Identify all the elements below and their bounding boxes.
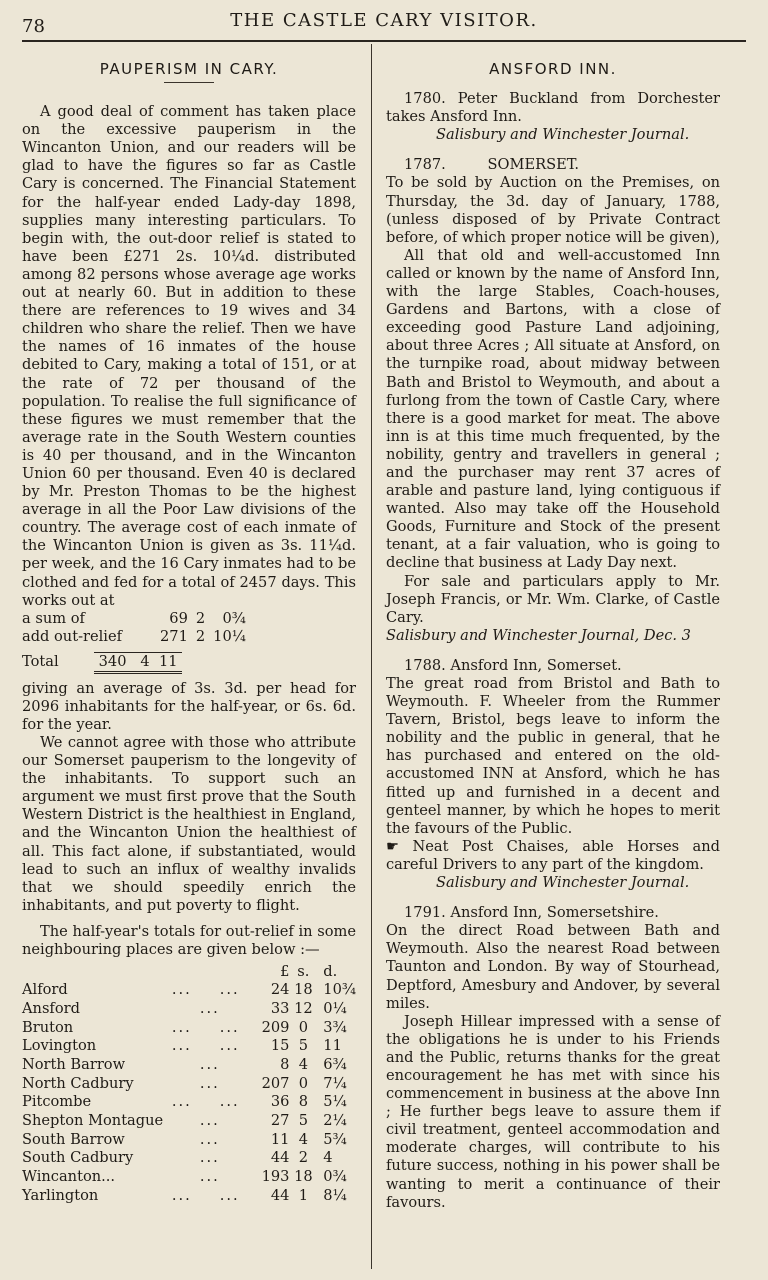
table-row: [22, 1093, 356, 1112]
place-name: Lovington: [22, 1037, 97, 1055]
pounds-cell: 193: [261, 1168, 290, 1186]
leader-dots: ...: [199, 1168, 220, 1186]
entry-1791-heading: 1791. Ansford Inn, Somersetshire.: [404, 904, 659, 922]
column-divider: [371, 44, 372, 1269]
pounds-cell: 27: [270, 1112, 290, 1130]
pauperism-paragraph-3: We cannot agree with those who attribute our Somerset pauperism to the longevity of the inhabitants. To support such an argument we must first prove that the South Western District is the healthiest in England, and the Wincanton Union the healthiest of all. This fact alone, if substantiated, would lead to such an influx of wealthy invalids that we should speedily enrich the inhabitants, and put poverty to flight.: [22, 734, 356, 914]
header-shillings: s.: [297, 963, 310, 981]
shillings-cell: 1: [298, 1186, 308, 1204]
header-pence: d.: [323, 963, 338, 981]
place-name: Wincanton...: [22, 1168, 116, 1186]
table-row: [22, 1112, 356, 1131]
out-relief-table: [22, 963, 356, 1205]
pounds-cell: 44: [270, 1149, 290, 1167]
place-name: Bruton: [22, 1018, 74, 1036]
pence-cell: 2¼: [323, 1112, 347, 1130]
pounds-cell: 44: [270, 1186, 290, 1204]
pence-cell: 8¼: [323, 1186, 347, 1204]
leader-dots: ...: [199, 1074, 220, 1092]
pointing-hand-icon: ☛: [386, 837, 400, 855]
shillings-cell: 0: [298, 1074, 308, 1092]
page-number: 78: [22, 16, 45, 37]
place-name: Yarlington: [22, 1186, 99, 1204]
left-column: [22, 52, 356, 1206]
entry-1787-source: Salisbury and Winchester Journal, Dec. 3: [386, 626, 691, 644]
leader-dots: ... ...: [171, 1186, 240, 1204]
leader-dots: ... ...: [171, 1093, 240, 1111]
pounds-cell: 15: [270, 1037, 290, 1055]
table-row: [22, 1131, 356, 1150]
pounds-cell: 207: [261, 1074, 290, 1092]
total-pounds: 340: [98, 652, 127, 670]
table-row: [22, 1187, 356, 1206]
entry-1791-paragraph-1: On the direct Road between Bath and Weymouth. Also the nearest Road between Taunton and London. By way of Stourhead, Deptford, Amesbury and Andover, by several miles.: [386, 922, 720, 1012]
total-row: [22, 652, 182, 674]
pence-cell: 10¾: [323, 981, 356, 999]
entry-1787-paragraph-3: For sale and particulars apply to Mr. Joseph Francis, or Mr. Wm. Clarke, of Castle Cary.: [386, 572, 720, 626]
sum-label: add out-relief: [22, 627, 122, 645]
leader-dots: ...: [199, 1055, 220, 1073]
table-row: [22, 1075, 356, 1094]
shillings-cell: 8: [298, 1093, 308, 1111]
leader-dots: ...: [199, 999, 220, 1017]
total-pence: 11: [159, 652, 178, 670]
pence-cell: 11: [323, 1037, 342, 1055]
entry-1787-place: SOMERSET.: [487, 156, 579, 174]
leader-dots: ... ...: [171, 981, 240, 999]
leader-dots: ... ...: [171, 1037, 240, 1055]
table-row: [22, 1037, 356, 1056]
entry-1787-paragraph-2: All that old and well-accustomed Inn called or known by the name of Ansford Inn, with the large Stables, Coach-houses, Gardens and Bartons, with a close of exceeding good Pasture Land adjoining, about three Acres ; All situate at Ansford, on the turnpike road, about midway between Bath and Bristol to Weymouth, and about a furlong from the town of Castle Cary, where there is a good market for meat. The above inn is at this time much frequented, by the nobility, gentry and travellers in general ; and the purchaser may rent 37 acres of arable and pasture land, lying contiguous if wanted. Also may take off the Household Goods, Furniture and Stock of the present tenant, at a fair valuation, who is going to decline that business at Lady Day next.: [386, 246, 720, 572]
entry-1791-paragraph-2: Joseph Hillear impressed with a sense of the obligations he is under to his Friends and the Public, returns thanks for the great encouragement he has met with since his commencement in business at the above Inn ; He further begs leave to assure them if civil treatment, genteel accommodation and moderate charges, will contribute to his future success, nothing in his power shall be wanting to merit a continuance of their favours.: [386, 1012, 720, 1211]
pence-cell: 3¾: [323, 1018, 347, 1036]
leader-dots: ...: [199, 1130, 220, 1148]
sum-shillings: 2: [195, 609, 206, 627]
table-row: [22, 1019, 356, 1038]
entry-1788-paragraph-2: ☛ Neat Post Chaises, able Horses and careful Drivers to any part of the kingdom.: [386, 837, 720, 873]
pence-cell: 7¼: [323, 1074, 347, 1092]
shillings-cell: 5: [298, 1037, 308, 1055]
table-row: [22, 1000, 356, 1019]
place-name: South Cadbury: [22, 1149, 134, 1167]
entry-1780-source: Salisbury and Winchester Journal.: [436, 126, 690, 144]
sum-pence: 0¾: [222, 609, 246, 627]
sum-row: [22, 610, 246, 628]
pence-cell: 5¼: [323, 1093, 347, 1111]
leader-dots: ...: [199, 1112, 220, 1130]
table-header-row: [22, 963, 356, 981]
total-label: Total: [22, 653, 59, 671]
shillings-cell: 4: [298, 1130, 308, 1148]
pence-cell: 6¾: [323, 1055, 347, 1073]
entry-1788-heading: 1788. Ansford Inn, Somerset.: [404, 656, 622, 674]
place-name: South Barrow: [22, 1130, 125, 1148]
shillings-cell: 2: [298, 1149, 308, 1167]
pence-cell: 4: [323, 1149, 333, 1167]
sum-pounds: 69: [169, 609, 188, 627]
right-column: [386, 52, 720, 1212]
entry-1780: 1780. Peter Buckland from Dorchester takes Ansford Inn.: [386, 90, 720, 126]
pounds-cell: 24: [270, 981, 290, 999]
pounds-cell: 8: [280, 1055, 290, 1073]
shillings-cell: 0: [298, 1018, 308, 1036]
pauperism-paragraph-1: A good deal of comment has taken place on the excessive pauperism in the Wincanton Union, and our readers will be glad to have the figures so far as Castle Cary is concerned. The Financial Statement for the half-year ended Lady-day 1898, supplies many interesting particulars. To begin with, the out-door relief is stated to have been £271 2s. 10¼d. distributed among 82 persons whose average age works out at nearly 60. But in addition to these there are references to 19 wives and 34 children who share the relief. Then we have the names of 16 inmates of the house debited to Cary, making a total of 151, or at the rate of 72 per thousand of the population. To realise the full significance of these figures we must remember that the average rate in the South Western counties is 40 per thousand, and in the Wincanton Union 60 per thousand. Even 40 is declared by Mr. Preston Thomas to be the highest average in all the Poor Law divisions of the country. The average cost of each inmate of the Wincanton Union is given as 3s. 11¼d. per week, and the 16 Cary inmates had to be clothed and fed for a total of 2457 days. This works out at: [22, 103, 356, 609]
leader-dots: ... ...: [171, 1018, 240, 1036]
shillings-cell: 18: [294, 1168, 313, 1186]
sum-pence: 10¼: [213, 627, 246, 645]
place-name: Pitcombe: [22, 1093, 92, 1111]
leader-dots: ...: [199, 1149, 220, 1167]
total-shillings: 4: [140, 652, 150, 670]
table-row: [22, 1149, 356, 1168]
pounds-cell: 11: [270, 1130, 290, 1148]
pence-cell: 0¾: [323, 1168, 347, 1186]
shillings-cell: 5: [298, 1112, 308, 1130]
running-title: THE CASTLE CARY VISITOR.: [230, 10, 538, 31]
pauperism-paragraph-4: The half-year's totals for out-relief in some neighbouring places are given below :—: [22, 922, 356, 959]
sum-row: [22, 628, 246, 646]
pounds-cell: 33: [270, 999, 290, 1017]
pauperism-paragraph-2: giving an average of 3s. 3d. per head for 2096 inhabitants for the half-year, or 6s. 6d. for the year.: [22, 679, 356, 733]
sum-table: [22, 610, 246, 646]
sum-label: a sum of: [22, 609, 85, 627]
shillings-cell: 18: [294, 981, 313, 999]
place-name: Shepton Montague: [22, 1112, 164, 1130]
entry-1787-paragraph-1: To be sold by Auction on the Premises, on Thursday, the 3d. day of January, 1788, (unless disposed of by Private Contract before, of which proper notice will be given),: [386, 174, 720, 246]
place-name: North Cadbury: [22, 1074, 134, 1092]
place-name: Alford: [22, 981, 68, 999]
total-values: [94, 652, 182, 672]
table-row: [22, 1056, 356, 1075]
entry-1787-heading: [386, 156, 720, 174]
sum-pounds: 271: [160, 627, 188, 645]
pence-cell: 5¾: [323, 1130, 347, 1148]
header-rule: [22, 40, 746, 42]
title-ornament-rule: [164, 82, 214, 83]
header-pounds: £: [280, 963, 290, 981]
page-header: [22, 4, 746, 38]
entry-1788-paragraph-1: The great road from Bristol and Bath to Weymouth. F. Wheeler from the Rummer Tavern, Bristol, begs leave to inform the nobility and the public in general, that he has purchased and entered on the old-accustomed INN at Ansford, which he has fitted up and furnished in a decent and genteel manner, by which he hopes to merit the favours of the Public.: [386, 675, 720, 837]
table-row: [22, 981, 356, 1000]
entry-1788-source: Salisbury and Winchester Journal.: [436, 874, 690, 892]
shillings-cell: 4: [298, 1055, 308, 1073]
article-title-pauperism: PAUPERISM IN CARY.: [99, 60, 279, 78]
place-name: Ansford: [22, 999, 80, 1017]
shillings-cell: 12: [294, 999, 313, 1017]
place-name: North Barrow: [22, 1055, 126, 1073]
entry-1787-year: 1787.: [404, 156, 446, 174]
table-row: [22, 1168, 356, 1187]
pence-cell: 0¼: [323, 999, 347, 1017]
article-title-ansford-inn: ANSFORD INN.: [489, 60, 617, 78]
sum-shillings: 2: [195, 627, 206, 645]
pounds-cell: 209: [261, 1018, 290, 1036]
pounds-cell: 36: [270, 1093, 290, 1111]
